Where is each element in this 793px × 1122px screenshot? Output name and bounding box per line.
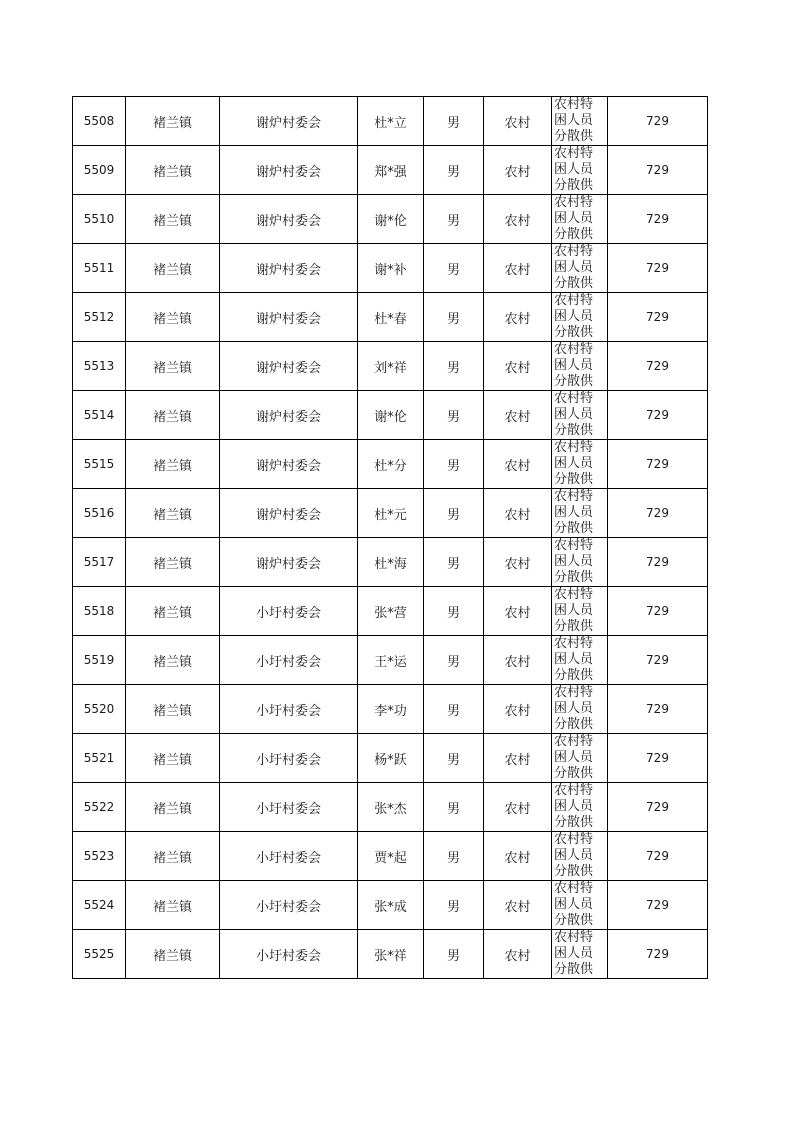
amount-cell: 729 [608, 146, 708, 195]
table-row [73, 440, 708, 489]
gender-cell: 男 [424, 832, 484, 881]
village-committee-cell: 谢炉村委会 [220, 244, 358, 293]
table-row [73, 342, 708, 391]
town-cell: 褚兰镇 [126, 489, 220, 538]
assistance-type-cell [552, 97, 608, 146]
gender-cell: 男 [424, 587, 484, 636]
assistance-type-cell [552, 293, 608, 342]
gender-cell: 男 [424, 391, 484, 440]
village-committee-cell: 谢炉村委会 [220, 538, 358, 587]
gender-cell: 男 [424, 489, 484, 538]
village-committee-cell: 谢炉村委会 [220, 195, 358, 244]
village-committee-cell: 谢炉村委会 [220, 391, 358, 440]
assistance-type-cell [552, 587, 608, 636]
table-row [73, 685, 708, 734]
village-committee-cell: 小圩村委会 [220, 587, 358, 636]
gender-cell: 男 [424, 440, 484, 489]
town-cell: 褚兰镇 [126, 587, 220, 636]
area-type-cell: 农村 [484, 97, 552, 146]
assistance-type-cell [552, 489, 608, 538]
town-cell: 褚兰镇 [126, 97, 220, 146]
area-type-cell: 农村 [484, 146, 552, 195]
assistance-type-text: 农村特困人员分散供 [554, 783, 594, 830]
assistance-type-text: 农村特困人员分散供 [554, 881, 594, 928]
town-cell: 褚兰镇 [126, 636, 220, 685]
town-cell: 褚兰镇 [126, 685, 220, 734]
serial-number-cell: 5523 [73, 832, 126, 881]
area-type-cell: 农村 [484, 587, 552, 636]
area-type-cell: 农村 [484, 685, 552, 734]
serial-number-cell: 5513 [73, 342, 126, 391]
serial-number-cell: 5512 [73, 293, 126, 342]
village-committee-cell: 谢炉村委会 [220, 97, 358, 146]
person-name-cell: 王*运 [358, 636, 424, 685]
person-name-cell: 杜*元 [358, 489, 424, 538]
assistance-type-text: 农村特困人员分散供 [554, 930, 594, 977]
serial-number-cell: 5521 [73, 734, 126, 783]
assistance-type-text: 农村特困人员分散供 [554, 391, 594, 438]
gender-cell: 男 [424, 734, 484, 783]
table-row [73, 391, 708, 440]
town-cell: 褚兰镇 [126, 293, 220, 342]
area-type-cell: 农村 [484, 783, 552, 832]
person-name-cell: 杨*跃 [358, 734, 424, 783]
amount-cell: 729 [608, 685, 708, 734]
area-type-cell: 农村 [484, 734, 552, 783]
table-row [73, 930, 708, 979]
assistance-type-cell [552, 538, 608, 587]
town-cell: 褚兰镇 [126, 538, 220, 587]
table-body [73, 97, 708, 979]
person-name-cell: 张*营 [358, 587, 424, 636]
table-row [73, 636, 708, 685]
gender-cell: 男 [424, 146, 484, 195]
table-row [73, 244, 708, 293]
table-row [73, 97, 708, 146]
assistance-type-cell [552, 734, 608, 783]
village-committee-cell: 小圩村委会 [220, 930, 358, 979]
town-cell: 褚兰镇 [126, 195, 220, 244]
assistance-type-cell [552, 881, 608, 930]
serial-number-cell: 5519 [73, 636, 126, 685]
village-committee-cell: 谢炉村委会 [220, 440, 358, 489]
assistance-type-text: 农村特困人员分散供 [554, 587, 594, 634]
amount-cell: 729 [608, 636, 708, 685]
area-type-cell: 农村 [484, 881, 552, 930]
table-row [73, 783, 708, 832]
area-type-cell: 农村 [484, 440, 552, 489]
area-type-cell: 农村 [484, 832, 552, 881]
person-name-cell: 张*成 [358, 881, 424, 930]
beneficiary-table [72, 96, 708, 979]
assistance-type-cell [552, 636, 608, 685]
gender-cell: 男 [424, 97, 484, 146]
assistance-type-text: 农村特困人员分散供 [554, 832, 594, 879]
gender-cell: 男 [424, 293, 484, 342]
town-cell: 褚兰镇 [126, 734, 220, 783]
table-row [73, 146, 708, 195]
assistance-type-text: 农村特困人员分散供 [554, 244, 594, 291]
gender-cell: 男 [424, 244, 484, 293]
village-committee-cell: 谢炉村委会 [220, 146, 358, 195]
village-committee-cell: 谢炉村委会 [220, 342, 358, 391]
assistance-type-text: 农村特困人员分散供 [554, 489, 594, 536]
assistance-type-cell [552, 195, 608, 244]
assistance-type-text: 农村特困人员分散供 [554, 685, 594, 732]
person-name-cell: 李*功 [358, 685, 424, 734]
area-type-cell: 农村 [484, 293, 552, 342]
person-name-cell: 张*杰 [358, 783, 424, 832]
gender-cell: 男 [424, 685, 484, 734]
area-type-cell: 农村 [484, 538, 552, 587]
assistance-type-text: 农村特困人员分散供 [554, 195, 594, 242]
amount-cell: 729 [608, 783, 708, 832]
area-type-cell: 农村 [484, 342, 552, 391]
table-row [73, 489, 708, 538]
serial-number-cell: 5524 [73, 881, 126, 930]
assistance-type-cell [552, 391, 608, 440]
person-name-cell: 杜*分 [358, 440, 424, 489]
serial-number-cell: 5511 [73, 244, 126, 293]
person-name-cell: 杜*海 [358, 538, 424, 587]
amount-cell: 729 [608, 391, 708, 440]
town-cell: 褚兰镇 [126, 146, 220, 195]
assistance-type-cell [552, 832, 608, 881]
area-type-cell: 农村 [484, 195, 552, 244]
person-name-cell: 谢*伦 [358, 391, 424, 440]
amount-cell: 729 [608, 930, 708, 979]
village-committee-cell: 谢炉村委会 [220, 489, 358, 538]
assistance-type-cell [552, 685, 608, 734]
town-cell: 褚兰镇 [126, 881, 220, 930]
gender-cell: 男 [424, 783, 484, 832]
assistance-type-text: 农村特困人员分散供 [554, 293, 594, 340]
person-name-cell: 刘*祥 [358, 342, 424, 391]
amount-cell: 729 [608, 587, 708, 636]
assistance-type-text: 农村特困人员分散供 [554, 342, 594, 389]
assistance-type-text: 农村特困人员分散供 [554, 97, 594, 144]
assistance-type-cell [552, 244, 608, 293]
village-committee-cell: 小圩村委会 [220, 734, 358, 783]
assistance-type-text: 农村特困人员分散供 [554, 146, 594, 193]
village-committee-cell: 小圩村委会 [220, 783, 358, 832]
table-row [73, 734, 708, 783]
serial-number-cell: 5520 [73, 685, 126, 734]
town-cell: 褚兰镇 [126, 783, 220, 832]
assistance-type-cell [552, 146, 608, 195]
serial-number-cell: 5518 [73, 587, 126, 636]
serial-number-cell: 5515 [73, 440, 126, 489]
town-cell: 褚兰镇 [126, 930, 220, 979]
table-row [73, 587, 708, 636]
amount-cell: 729 [608, 342, 708, 391]
table-row [73, 881, 708, 930]
serial-number-cell: 5522 [73, 783, 126, 832]
gender-cell: 男 [424, 636, 484, 685]
person-name-cell: 郑*强 [358, 146, 424, 195]
gender-cell: 男 [424, 342, 484, 391]
amount-cell: 729 [608, 97, 708, 146]
amount-cell: 729 [608, 832, 708, 881]
person-name-cell: 谢*补 [358, 244, 424, 293]
serial-number-cell: 5516 [73, 489, 126, 538]
town-cell: 褚兰镇 [126, 244, 220, 293]
area-type-cell: 农村 [484, 636, 552, 685]
town-cell: 褚兰镇 [126, 342, 220, 391]
assistance-type-cell [552, 342, 608, 391]
assistance-type-text: 农村特困人员分散供 [554, 440, 594, 487]
table-row [73, 293, 708, 342]
amount-cell: 729 [608, 489, 708, 538]
area-type-cell: 农村 [484, 391, 552, 440]
assistance-type-text: 农村特困人员分散供 [554, 538, 594, 585]
amount-cell: 729 [608, 293, 708, 342]
person-name-cell: 杜*立 [358, 97, 424, 146]
assistance-type-text: 农村特困人员分散供 [554, 636, 594, 683]
amount-cell: 729 [608, 881, 708, 930]
area-type-cell: 农村 [484, 489, 552, 538]
town-cell: 褚兰镇 [126, 391, 220, 440]
person-name-cell: 杜*春 [358, 293, 424, 342]
person-name-cell: 谢*伦 [358, 195, 424, 244]
table-row [73, 195, 708, 244]
serial-number-cell: 5514 [73, 391, 126, 440]
serial-number-cell: 5509 [73, 146, 126, 195]
gender-cell: 男 [424, 195, 484, 244]
amount-cell: 729 [608, 440, 708, 489]
serial-number-cell: 5508 [73, 97, 126, 146]
table-row [73, 832, 708, 881]
table-row [73, 538, 708, 587]
assistance-type-cell [552, 783, 608, 832]
assistance-type-cell [552, 440, 608, 489]
village-committee-cell: 小圩村委会 [220, 832, 358, 881]
amount-cell: 729 [608, 538, 708, 587]
village-committee-cell: 谢炉村委会 [220, 293, 358, 342]
amount-cell: 729 [608, 195, 708, 244]
area-type-cell: 农村 [484, 930, 552, 979]
gender-cell: 男 [424, 538, 484, 587]
amount-cell: 729 [608, 734, 708, 783]
person-name-cell: 张*祥 [358, 930, 424, 979]
area-type-cell: 农村 [484, 244, 552, 293]
village-committee-cell: 小圩村委会 [220, 636, 358, 685]
person-name-cell: 贾*起 [358, 832, 424, 881]
serial-number-cell: 5510 [73, 195, 126, 244]
village-committee-cell: 小圩村委会 [220, 685, 358, 734]
gender-cell: 男 [424, 881, 484, 930]
gender-cell: 男 [424, 930, 484, 979]
assistance-type-text: 农村特困人员分散供 [554, 734, 594, 781]
amount-cell: 729 [608, 244, 708, 293]
serial-number-cell: 5525 [73, 930, 126, 979]
town-cell: 褚兰镇 [126, 440, 220, 489]
town-cell: 褚兰镇 [126, 832, 220, 881]
village-committee-cell: 小圩村委会 [220, 881, 358, 930]
serial-number-cell: 5517 [73, 538, 126, 587]
assistance-type-cell [552, 930, 608, 979]
